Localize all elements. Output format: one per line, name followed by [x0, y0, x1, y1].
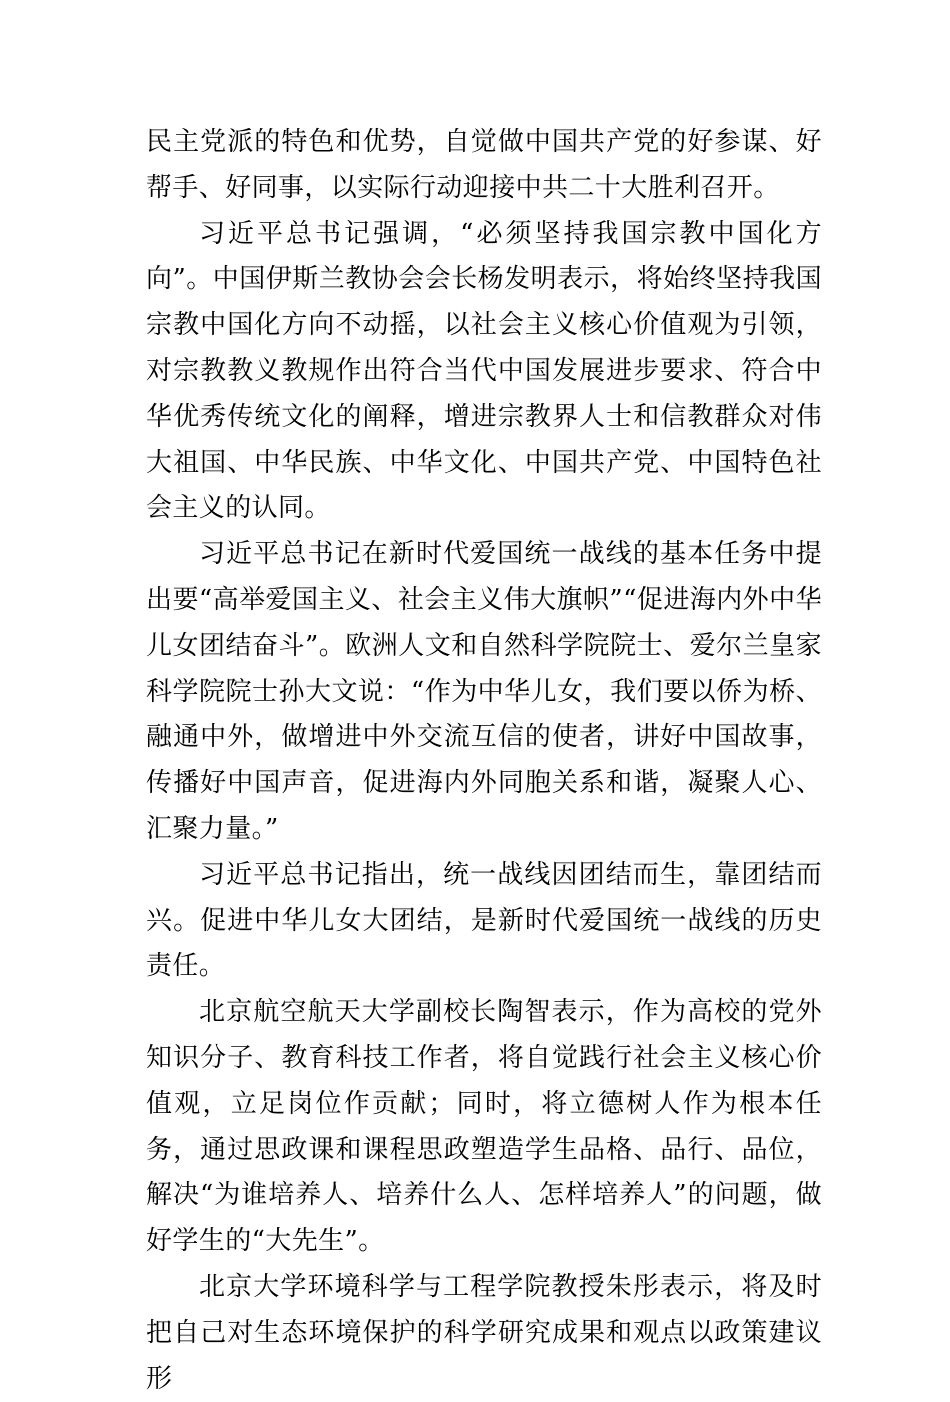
paragraph-beihang: 北京航空航天大学副校长陶智表示，作为高校的党外知识分子、教育科技工作者，将自觉践行社会主义核心价值观，立足岗位作贡献；同时，将立德树人作为根本任务，通过思政课和课程思政塑造学生品格、品行、品位，解决“为谁培养人、培养什么人、怎样培养人”的问题，做好学生的“大先生”。	[146, 997, 822, 1257]
paragraph-unity: 习近平总书记指出，统一战线因团结而生，靠团结而兴。促进中华儿女大团结，是新时代爱国统一战线的历史责任。	[146, 859, 822, 982]
paragraph-religion: 习近平总书记强调，“必须坚持我国宗教中国化方向”。中国伊斯兰教协会会长杨发明表示，将始终坚持我国宗教中国化方向不动摇，以社会主义核心价值观为引领，对宗教教义教规作出符合当代中国发展进步要求、符合中华优秀传统文化的阐释，增进宗教界人士和信教群众对伟大祖国、中华民族、中华文化、中国共产党、中国特色社会主义的认同。	[146, 218, 822, 524]
paragraph-peking-university: 北京大学环境科学与工程学院教授朱彤表示，将及时把自己对生态环境保护的科学研究成果和观点以政策建议形	[146, 1271, 822, 1394]
paragraph-continuation: 民主党派的特色和优势，自觉做中国共产党的好参谋、好帮手、好同事，以实际行动迎接中共二十大胜利召开。	[146, 127, 822, 203]
document-body	[146, 120, 822, 1402]
paragraph-united-front-tasks: 习近平总书记在新时代爱国统一战线的基本任务中提出要“高举爱国主义、社会主义伟大旗帜”“促进海内外中华儿女团结奋斗”。欧洲人文和自然科学院院士、爱尔兰皇家科学院院士孙大文说：“作为中华儿女，我们要以侨为桥、融通中外，做增进中外交流互信的使者，讲好中国故事，传播好中国声音，促进海内外同胞关系和谐，凝聚人心、汇聚力量。”	[146, 539, 822, 844]
